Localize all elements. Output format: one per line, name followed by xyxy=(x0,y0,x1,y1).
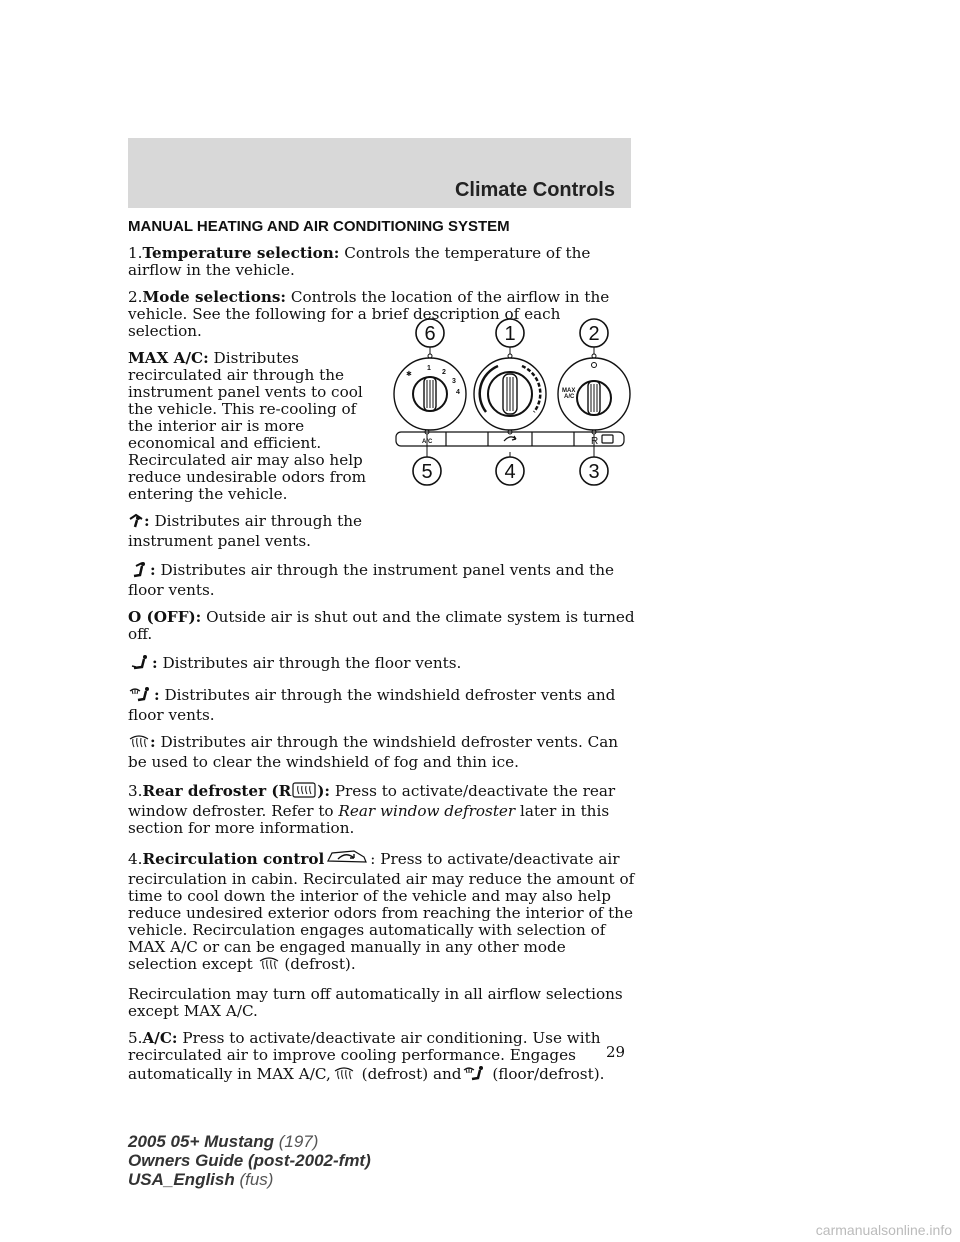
item-rear-defroster: 3.Rear defroster (R ): Press to activate/deactivate the rear window defroster. Refer to Rear window defroster later in this section for more information. xyxy=(128,782,616,837)
item-ac: 5.A/C: Press to activate/deactivate air conditioning. Use with recirculated air to improve cooling performance. Engages automatically in MAX A/C, (defrost) and (floor/defrost). xyxy=(128,1030,638,1086)
fan-speed-1: 1 xyxy=(427,365,431,372)
section-title: MANUAL HEATING AND AIR CONDITIONING SYSTEM xyxy=(128,218,510,235)
content xyxy=(128,218,638,1096)
panel-vent-icon xyxy=(128,513,144,533)
defrost-icon-inline xyxy=(258,956,280,976)
footer: 2005 05+ Mustang (197) Owners Guide (post-2002-fmt) USA_English (fus) xyxy=(128,1132,371,1189)
callout-2: 2 xyxy=(588,323,600,345)
rear-defrost-icon xyxy=(291,781,317,803)
callout-6: 6 xyxy=(424,323,436,345)
item-recirculation: 4.Recirculation control : Press to activate/deactivate air recirculation in cabin. Recirculated air may reduce the amount of time to cool down the interior of the vehicle and may also help reduce undesired exterior odors from reaching the interior of the vehicle. Recirculation engages automatically with selection of MAX A/C or can be engaged manually in any other mode selection except (defrost). xyxy=(128,847,638,976)
recirculation-icon xyxy=(324,847,370,871)
item-floor-defrost: : Distributes air through the windshield defroster vents and floor vents. xyxy=(128,686,616,724)
item-max-ac: MAX A/C: Distributes recirculated air through the instrument panel vents to cool the vehicle. This re-cooling of the interior air is more economical and efficient. Recirculated air may also help reduce undesirable odors from entering the vehicle. xyxy=(128,349,367,503)
item-panel-floor: : Distributes air through the instrument panel vents and the floor vents. xyxy=(128,561,615,599)
header-band xyxy=(128,138,631,208)
rear-button: R xyxy=(591,436,599,447)
defrost-icon xyxy=(128,734,150,754)
item-mode: 2.Mode selections: Controls the location of the airflow in the vehicle. See the following for a brief description of each selection. xyxy=(128,288,610,340)
page-number: 29 xyxy=(606,1043,626,1061)
floor-defrost-icon-ac xyxy=(462,1064,488,1086)
callout-1: 1 xyxy=(504,323,516,345)
fan-speed-2: 2 xyxy=(442,369,446,376)
svg-text:✱: ✱ xyxy=(406,371,412,378)
fan-speed-4: 4 xyxy=(456,389,460,396)
callout-5: 5 xyxy=(421,461,433,483)
item-panel: : Distributes air through the instrument panel vents. xyxy=(128,512,362,550)
item-recirculation-note: Recirculation may turn off automatically in all airflow selections except MAX A/C. xyxy=(128,985,623,1020)
page-title: Climate Controls xyxy=(454,179,615,201)
item-defrost: : Distributes air through the windshield defroster vents. Can be used to clear the windshield of fog and thin ice. xyxy=(128,733,619,771)
defrost-icon-ac xyxy=(331,1066,357,1086)
item-off: O (OFF): Outside air is shut out and the climate system is turned off. xyxy=(128,608,635,643)
item-floor: : Distributes air through the floor vents. xyxy=(128,653,638,675)
item-temperature: 1.Temperature selection: Controls the temperature of the airflow in the vehicle. xyxy=(128,244,591,279)
panel-floor-icon xyxy=(128,560,150,582)
max-ac-label-a: MAX xyxy=(562,388,576,394)
max-ac-label-b: A/C xyxy=(564,394,575,400)
fan-speed-3: 3 xyxy=(452,378,456,385)
ac-button: A/C xyxy=(422,439,433,445)
callout-3: 3 xyxy=(588,461,600,483)
watermark: carmanualsonline.info xyxy=(815,1222,952,1238)
floor-defrost-icon xyxy=(128,685,154,707)
floor-vent-icon xyxy=(128,653,152,675)
callout-4: 4 xyxy=(504,461,516,483)
